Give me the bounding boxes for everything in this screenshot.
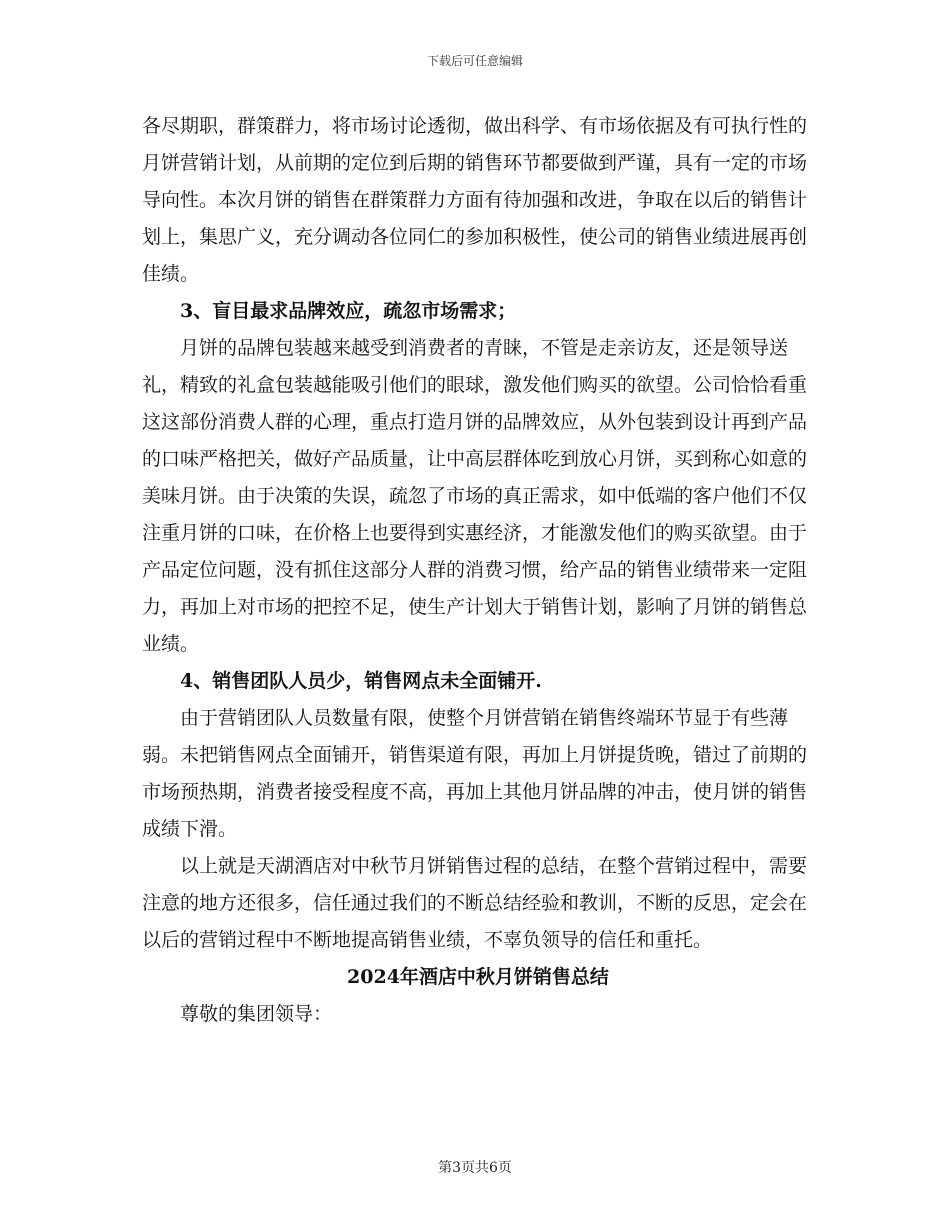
paragraph-conclusion: 以上就是天湖酒店对中秋节月饼销售过程的总结，在整个营销过程中，需要注意的地方还很多，信任通过我们的不断总结经验和教训，不断的反思，定会在以后的营销过程中不断地提高销售业绩，不辜负领导的信任和重托。 (142, 855, 808, 951)
paragraph-brand-effect: 月饼的品牌包装越来越受到消费者的青睐，不管是走亲访友，还是领导送礼，精致的礼盒包装越能吸引他们的眼球，激发他们购买的欲望。公司恰恰看重这这部份消费人群的心理，重点打造月饼的品牌效应，从外包装到设计再到产品的口味严格把关，做好产品质量，让中高层群体吃到放心月饼，买到称心如意的美味月饼。由于决策的失误，疏忽了市场的真正需求，如中低端的客户他们不仅注重月饼的口味，在价格上也要得到实惠经济，才能激发他们的购买欲望。由于产品定位问题，没有抓住这部分人群的消费习惯，给产品的销售业绩带来一定阻力，再加上对市场的把控不足，使生产计划大于销售计划，影响了月饼的销售总业绩。 (142, 337, 808, 655)
document-body (142, 108, 814, 1033)
section-heading-4: 4、销售团队人员少，销售网点未全面铺开. (180, 670, 542, 692)
paragraph-continued: 各尽期职，群策群力，将市场讨论透彻，做出科学、有市场依据及有可执行性的月饼营销计划，从前期的定位到后期的销售环节都要做到严谨，具有一定的市场导向性。本次月饼的销售在群策群力方面有待加强和改进，争取在以后的销售计划上，集思广义，充分调动各位同仁的参加积极性，使公司的销售业绩进展再创佳绩。 (142, 115, 808, 285)
page-footer: 第3页共6页 (438, 1160, 512, 1176)
page-header: 下载后可任意编辑 (426, 54, 523, 68)
document-title: 2024年酒店中秋月饼销售总结 (347, 966, 609, 988)
section-heading-3: 3、盲目最求品牌效应，疏忽市场需求； (180, 300, 517, 322)
salutation: 尊敬的集团领导： (180, 1003, 333, 1025)
paragraph-sales-team: 由于营销团队人员数量有限，使整个月饼营销在销售终端环节显于有些薄弱。未把销售网点全面铺开，销售渠道有限，再加上月饼提货晚，错过了前期的市场预热期，消费者接受程度不高，再加上其他月饼品牌的冲击，使月饼的销售成绩下滑。 (142, 707, 808, 840)
